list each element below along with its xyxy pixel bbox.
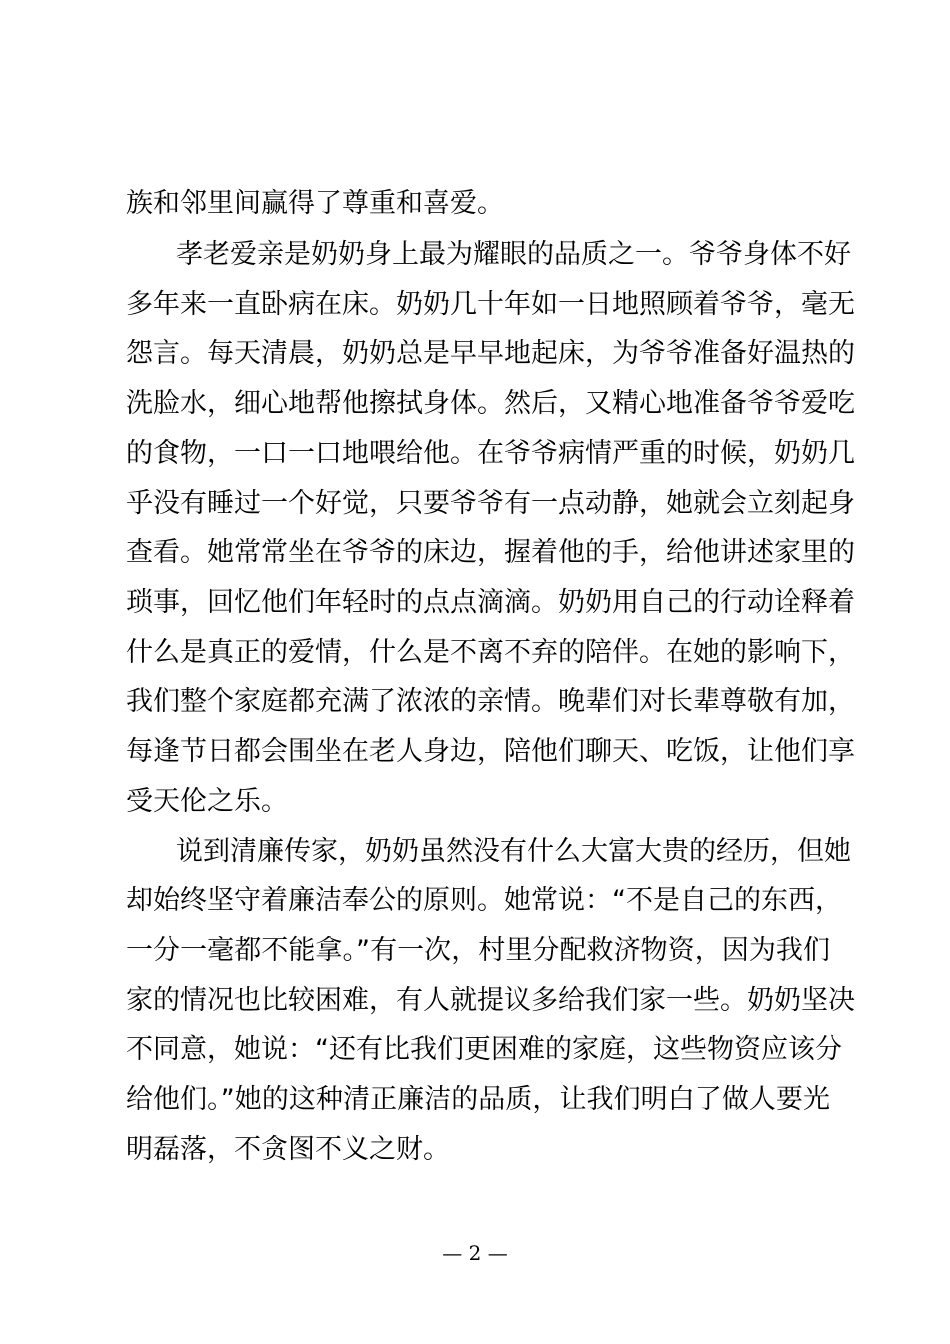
text-line: 给他们。”她的这种清正廉洁的品质，让我们明白了做人要光 xyxy=(126,1084,830,1115)
text-line: 明磊落，不贪图不义之财。 xyxy=(126,1134,450,1165)
text-line: 怨言。每天清晨，奶奶总是早早地起床，为爷爷准备好温热的 xyxy=(126,338,855,369)
page-number: — 2 — xyxy=(442,1241,508,1265)
text-line: 洗脸水，细心地帮他擦拭身体。然后，又精心地准备爷爷爱吃 xyxy=(126,388,855,419)
paragraph-first-line: 孝老爱亲是奶奶身上最为耀眼的品质之一。爷爷身体不好 xyxy=(176,239,851,270)
text-line: 多年来一直卧病在床。奶奶几十年如一日地照顾着爷爷，毫无 xyxy=(126,289,855,320)
text-line: 一分一毫都不能拿。”有一次，村里分配救济物资，因为我们 xyxy=(126,935,830,966)
text-line: 查看。她常常坐在爷爷的床边，握着他的手，给他讲述家里的 xyxy=(126,537,855,568)
text-line: 不同意，她说：“还有比我们更困难的家庭，这些物资应该分 xyxy=(126,1034,842,1065)
text-line: 乎没有睡过一个好觉，只要爷爷有一点动静，她就会立刻起身 xyxy=(126,488,855,519)
text-line: 家的情况也比较困难，有人就提议多给我们家一些。奶奶坚决 xyxy=(126,985,855,1016)
text-line: 琐事，回忆他们年轻时的点点滴滴。奶奶用自己的行动诠释着 xyxy=(126,587,855,618)
paragraph-first-line: 说到清廉传家，奶奶虽然没有什么大富大贵的经历，但她 xyxy=(176,836,851,867)
text-line: 受天伦之乐。 xyxy=(126,786,288,817)
text-line: 什么是真正的爱情，什么是不离不弃的陪伴。在她的影响下， xyxy=(126,637,855,668)
text-line: 的食物，一口一口地喂给他。在爷爷病情严重的时候，奶奶几 xyxy=(126,438,855,469)
text-line: 我们整个家庭都充满了浓浓的亲情。晚辈们对长辈尊敬有加， xyxy=(126,686,855,717)
text-line: 却始终坚守着廉洁奉公的原则。她常说：“不是自己的东西， xyxy=(126,885,842,916)
text-line: 每逢节日都会围坐在老人身边，陪他们聊天、吃饭，让他们享 xyxy=(126,736,855,767)
text-line: 族和邻里间赢得了尊重和喜爱。 xyxy=(126,188,504,219)
